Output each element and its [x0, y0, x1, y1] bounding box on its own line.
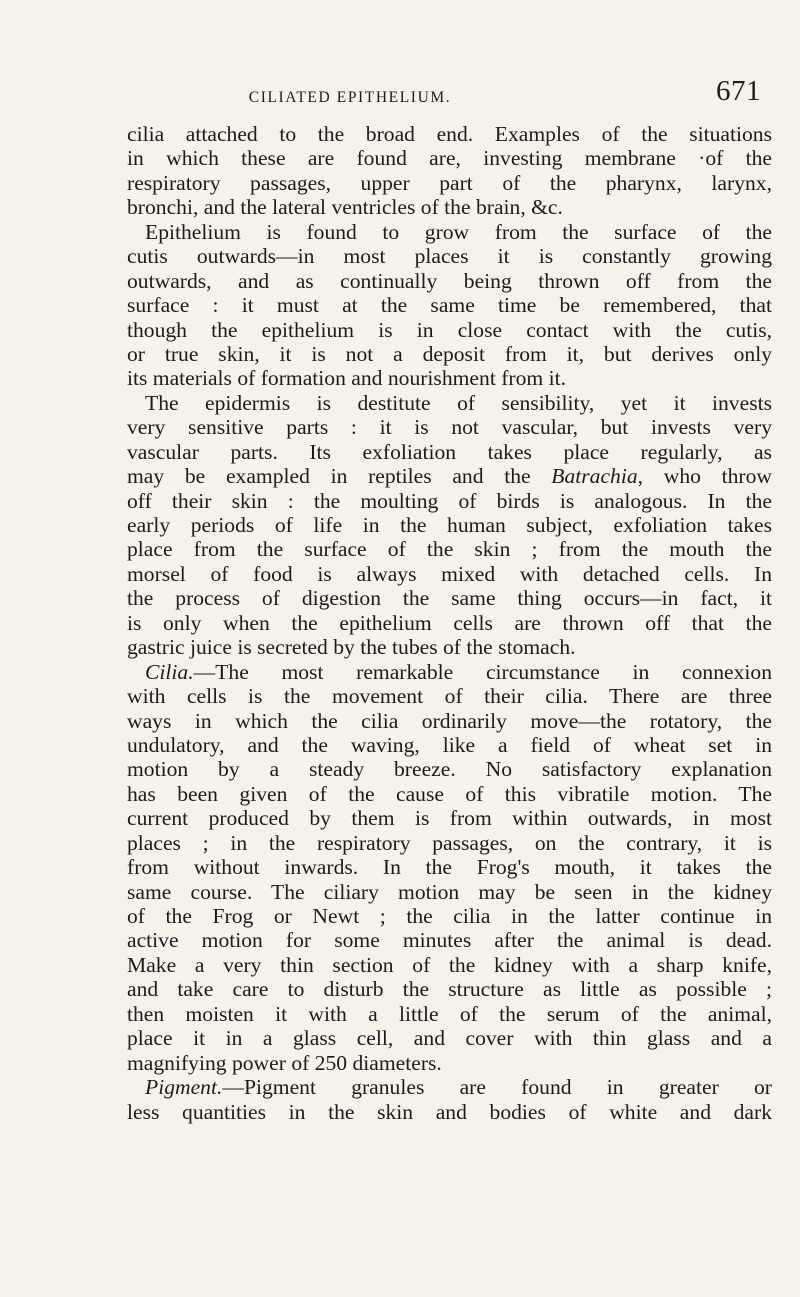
text-line: current produced by them is from within outwards, in most [127, 806, 772, 831]
text-line: outwards, and as continually being thrown off from the [127, 268, 772, 293]
text-line: morsel of food is always mixed with detached cells. In [127, 561, 772, 586]
text-line: The epidermis is destitute of sensibility, yet it invests [145, 390, 772, 415]
text-segment: —Pigment granules are found in greater or [222, 1075, 772, 1100]
text-line: cutis outwards—in most places it is constantly growing [127, 244, 772, 269]
text-line: cilia attached to the broad end. Examples of the situations [127, 122, 772, 146]
text-segment: , who throw [637, 464, 772, 489]
text-line: less quantities in the skin and bodies of white and dark [127, 1099, 772, 1124]
text-line: and take care to disturb the structure as little as possible ; [127, 977, 772, 1002]
text-line: gastric juice is secreted by the tubes of the stomach. [127, 635, 576, 660]
text-line: surface : it must at the same time be remembered, that [127, 293, 772, 318]
text-line: respiratory passages, upper part of the pharynx, larynx, [127, 170, 772, 195]
section-heading-pigment: Pigment. [145, 1075, 223, 1100]
text-line: same course. The ciliary motion may be seen in the kidney [127, 879, 772, 904]
text-line: places ; in the respiratory passages, on the contrary, it is [127, 830, 772, 855]
text-line: very sensitive parts : it is not vascular, but invests very [127, 415, 772, 440]
text-line: place from the surface of the skin ; from the mouth the [127, 537, 772, 562]
italic-term: Batrachia [551, 464, 638, 489]
text-line: though the epithelium is in close contact with the cutis, [127, 317, 772, 342]
text-segment: may be exampled in reptiles and the [127, 464, 552, 489]
pigment-paragraph-start [127, 1075, 772, 1099]
text-line: the process of digestion the same thing occurs—in fact, it [127, 586, 772, 611]
running-header [0, 75, 800, 115]
text-line: has been given of the cause of this vibratile motion. The [127, 781, 772, 806]
text-line: is only when the epithelium cells are thrown off that the [127, 610, 772, 635]
text-line: early periods of life in the human subject, exfoliation takes [127, 513, 772, 537]
text-line: Make a very thin section of the kidney with a sharp knife, [127, 952, 772, 977]
text-line: ways in which the cilia ordinarily move—the rotatory, the [127, 708, 772, 733]
text-line: motion by a steady breeze. No satisfactory explanation [127, 757, 772, 782]
text-line: or true skin, it is not a deposit from it, but derives only [127, 341, 772, 366]
body-text [127, 122, 772, 1124]
text-line: of the Frog or Newt ; the cilia in the latter continue in [127, 904, 772, 928]
section-heading-cilia: Cilia. [145, 659, 194, 684]
running-title: CILIATED EPITHELIUM. [248, 89, 452, 106]
text-line: with cells is the movement of their cilia. There are three [127, 684, 772, 709]
text-line: magnifying power of 250 diameters. [127, 1050, 442, 1075]
text-line: off their skin : the moulting of birds is analogous. In the [127, 488, 772, 513]
text-line: vascular parts. Its exfoliation takes place regularly, as [127, 439, 772, 464]
text-line: its materials of formation and nourishment from it. [127, 366, 566, 391]
cilia-paragraph-start [127, 660, 772, 684]
page-number: 671 [716, 75, 761, 107]
text-line: undulatory, and the waving, like a field of wheat set in [127, 732, 772, 757]
text-line: Epithelium is found to grow from the surface of the [145, 219, 772, 244]
text-line: bronchi, and the lateral ventricles of the brain, &c. [127, 195, 563, 220]
text-line: in which these are found are, investing membrane ·of the [127, 146, 772, 171]
text-line: place it in a glass cell, and cover with thin glass and a [127, 1026, 772, 1051]
text-segment: —The most remarkable circumstance in connexion [193, 659, 772, 684]
text-line: then moisten it with a little of the serum of the animal, [127, 1001, 772, 1026]
text-line: from without inwards. In the Frog's mouth, it takes the [127, 855, 772, 880]
text-line-with-italic [127, 464, 772, 488]
text-line: active motion for some minutes after the animal is dead. [127, 928, 772, 953]
